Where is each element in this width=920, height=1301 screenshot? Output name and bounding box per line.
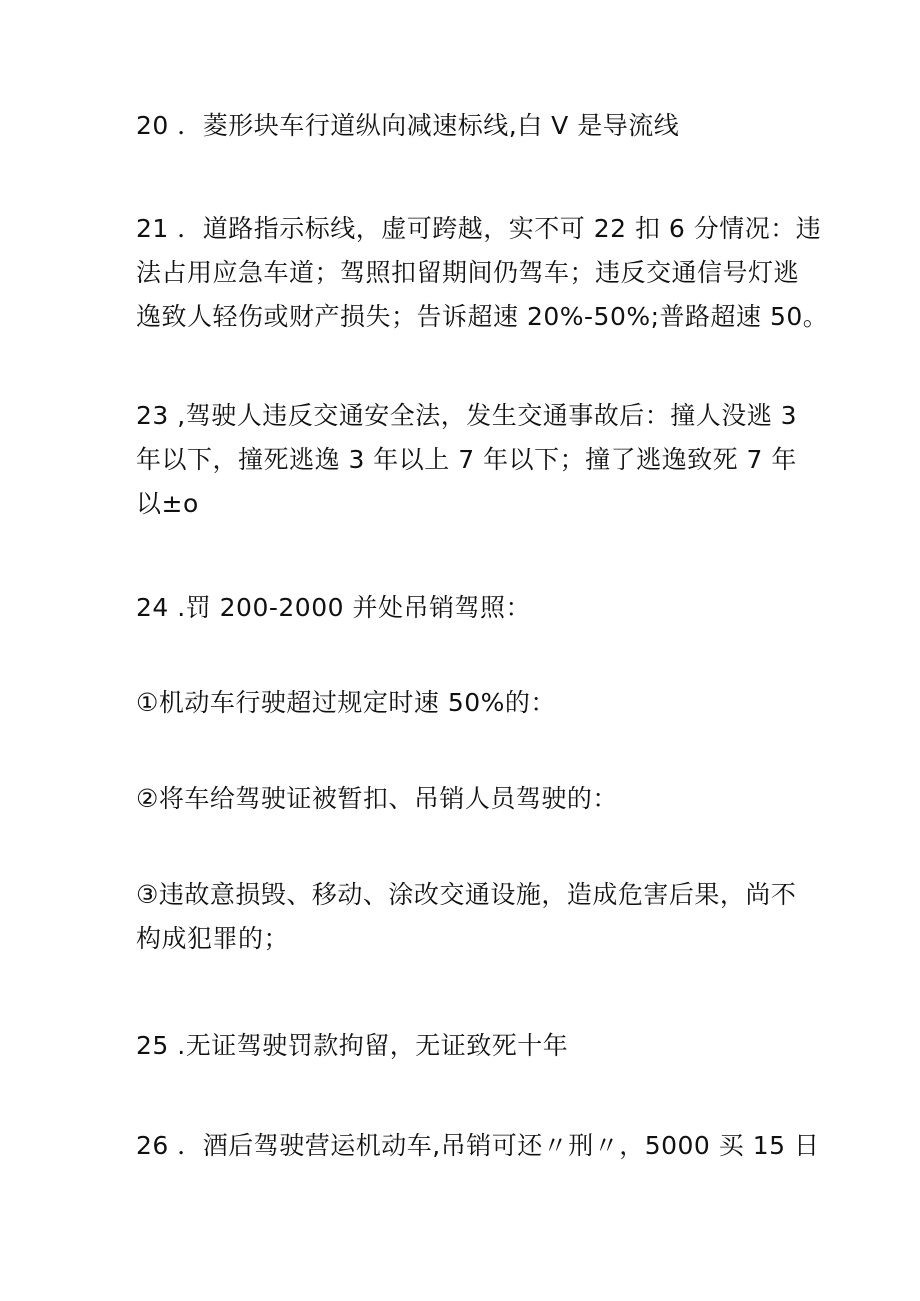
text-line: ②将车给驾驶证被暂扣、吊销人员驾驶的： <box>136 784 618 813</box>
text-line: 年以下，撞死逃逸 3 年以上 7 年以下；撞了逃逸致死 7 年 <box>136 445 797 474</box>
text-line: 26 ．酒后驾驶营运机动车,吊销可还〃刑〃，5000 买 15 日 <box>136 1131 820 1160</box>
text-line: 以±o <box>136 489 199 518</box>
item-20 <box>136 104 796 148</box>
text-line: 25 .无证驾驶罚款拘留，无证致死十年 <box>136 1031 569 1060</box>
item-25 <box>136 1024 796 1068</box>
text-line: 23 ,驾驶人违反交通安全法，发生交通事故后：撞人没逃 3 <box>136 401 798 430</box>
sub-item-1 <box>136 681 796 725</box>
item-23 <box>136 394 796 526</box>
text-line: ③违故意损毁、移动、涂改交通设施，造成危害后果，尚不 <box>136 880 797 909</box>
text-line: 构成犯罪的； <box>136 924 290 953</box>
sub-item-2 <box>136 777 796 821</box>
text-line: 20 ．菱形块车行道纵向减速标线,白 V 是导流线 <box>136 111 680 140</box>
item-26 <box>136 1124 820 1168</box>
text-line: 21 ．道路指示标线，虚可跨越，实不可 22 扣 6 分情况：违 <box>136 214 822 243</box>
text-line: 逸致人轻伤或财产损失；告诉超速 20%-50%;普路超速 50。 <box>136 302 829 331</box>
text-line: 法占用应急车道；驾照扣留期间仍驾车；违反交通信号灯逃 <box>136 258 800 287</box>
text-line: ①机动车行驶超过规定时速 50%的： <box>136 688 556 717</box>
text-line: 24 .罚 200-2000 并处吊销驾照： <box>136 593 531 622</box>
sub-item-3 <box>136 873 796 961</box>
item-24 <box>136 586 796 630</box>
item-21 <box>136 207 829 339</box>
